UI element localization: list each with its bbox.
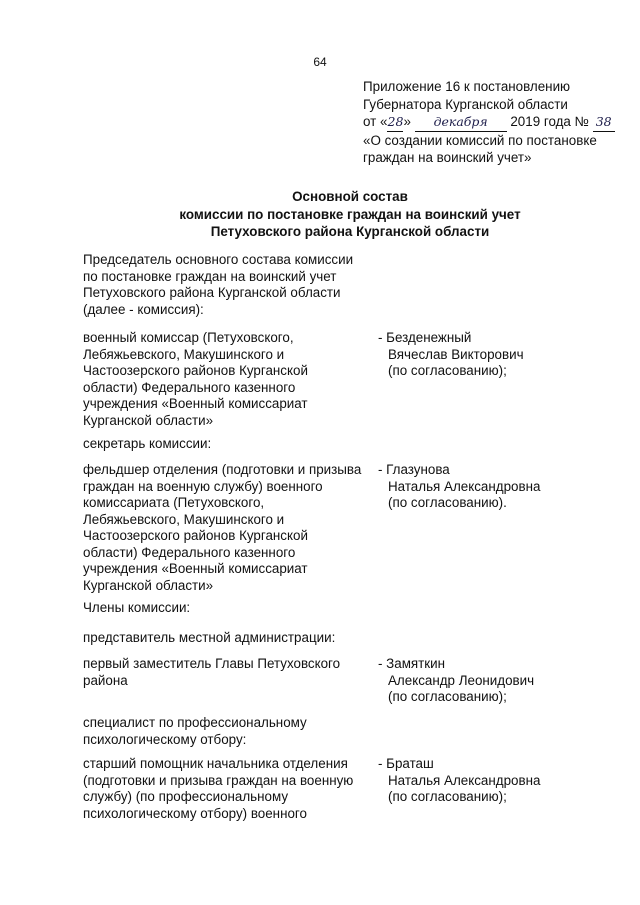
page-number: 64 [313,55,327,69]
appendix-header [363,78,633,167]
secretary-heading: секретарь комиссии: [83,436,212,451]
person-name: Наталья Александровна [388,772,541,788]
secretary-position [83,462,373,594]
text-line: Частоозерского районов Курганской [83,528,308,543]
title-line: комиссии по постановке граждан на воинский учет [179,206,521,222]
appendix-line: Приложение 16 к постановлению [363,79,571,94]
text-line: психологическому отбору: [83,731,247,747]
text-line: области) Федерального казенного [83,544,296,560]
handwritten-number: 38 [593,113,615,132]
chairman-position [83,330,373,429]
person-name: Вячеслав Викторович [388,346,524,362]
text-line: военный комиссар (Петуховского, [83,330,294,345]
person-name: - Браташ [378,756,434,771]
chairman-heading [83,252,373,318]
text-line: Петуховского района Курганской области [83,285,341,300]
text-line: психологическому отбору) военного [83,805,307,821]
person-name: Наталья Александровна [388,478,541,494]
deputy-position [83,656,373,689]
title-line: Петуховского района Курганской области [210,224,490,239]
person-note: (по согласованию). [388,495,507,510]
text-line: специалист по профессиональному [83,715,307,730]
appendix-line: «О создании комиссий по постановке [363,132,597,148]
text-line: Лебяжьевского, Макушинского и [83,511,285,527]
text-line: граждан на военную службу) военного [83,478,323,494]
local-admin-heading: представитель местной администрации: [83,630,336,645]
text-line: первый заместитель Главы Петуховского [83,656,341,671]
text-line: Лебяжьевского, Макушинского и [83,346,285,362]
appendix-line: граждан на воинский учет» [363,150,532,165]
person-note: (по согласованию); [388,789,507,804]
document-title [0,188,640,241]
person-name: - Глазунова [378,462,450,477]
person-note: (по согласованию); [388,689,507,704]
date-year: 2019 года № [506,114,593,129]
text-line: Курганской области» [83,577,214,593]
chairman-person [378,330,628,380]
members-heading: Члены комиссии: [83,600,191,615]
text-line: района [83,672,128,688]
text-line: по постановке граждан на воинский учет [83,268,337,284]
person-name: Александр Леонидович [388,672,535,688]
secretary-person [378,462,628,512]
psych-heading [83,715,373,748]
text-line: Частоозерского районов Курганской [83,363,308,378]
person-name: - Замяткин [378,656,446,671]
text-line: Председатель основного состава комиссии [83,252,354,267]
text-line: учреждения «Военный комиссариат [83,396,308,411]
text-line: комиссариата (Петуховского, [83,495,265,510]
text-line: области) Федерального казенного [83,379,296,395]
text-line: учреждения «Военный комиссариат [83,561,308,576]
text-line: (подготовки и призыва граждан на военную [83,772,354,788]
date-mid: » [403,114,415,129]
psych-person [378,756,628,806]
text-line: Курганской области» [83,412,214,428]
date-prefix: от « [363,114,388,129]
handwritten-day: 28 [387,113,403,132]
appendix-line: Губернатора Курганской области [363,96,568,112]
text-line: (далее - комиссия): [83,301,204,317]
handwritten-month: декабря [415,113,507,132]
text-line: службу) (по профессиональному [83,789,289,804]
text-line: старший помощник начальника отделения [83,756,348,771]
person-name: - Безденежный [378,330,472,345]
title-line: Основной состав [292,189,408,204]
person-note: (по согласованию); [388,363,507,378]
appendix-date-line [363,113,633,132]
text-line: фельдшер отделения (подготовки и призыва [83,462,362,477]
psych-position [83,756,373,822]
deputy-person [378,656,628,706]
